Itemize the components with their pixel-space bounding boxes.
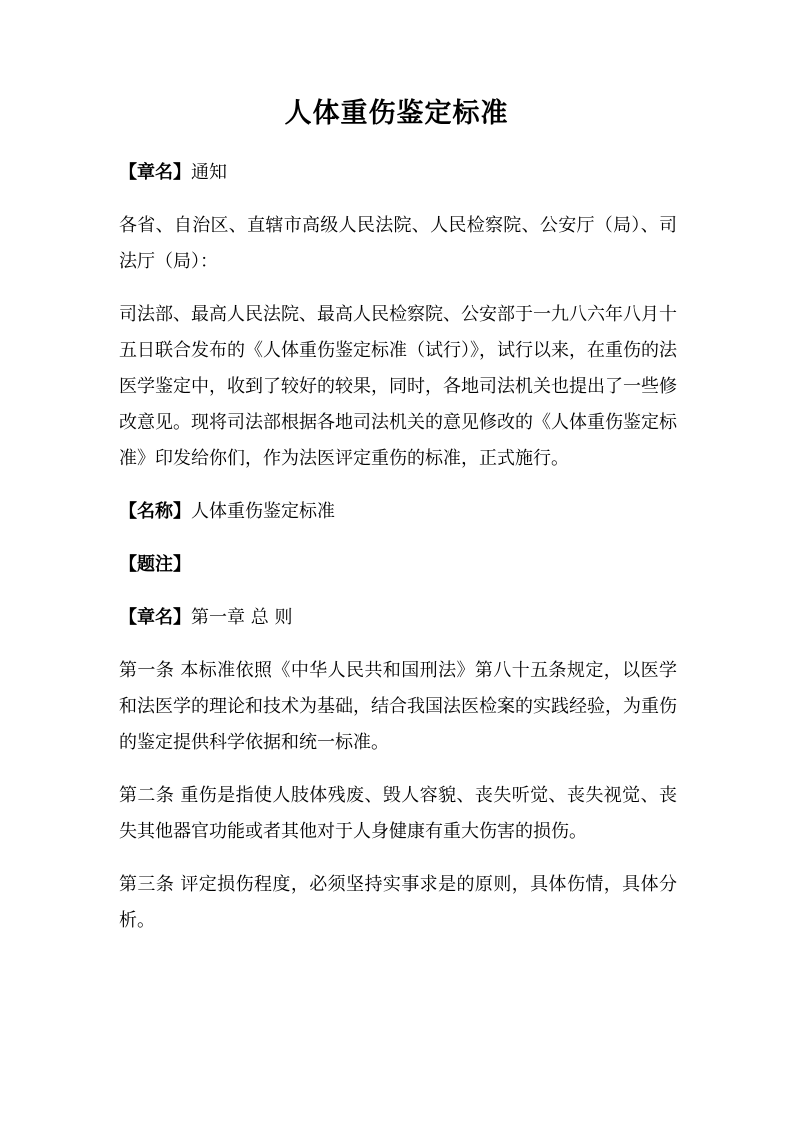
- paragraph-text: 第二条 重伤是指使人肢体残废、毁人容貌、丧失听觉、丧失视觉、丧失其他器官功能或者其他对于人身健康有重大伤害的损伤。: [119, 785, 677, 842]
- paragraph-notice-body: [119, 297, 677, 477]
- paragraph-text: 第一条 本标准依照《中华人民共和国刑法》第八十五条规定，以医学和法医学的理论和技术为基础，结合我国法医检案的实践经验，为重伤的鉴定提供科学依据和统一标准。: [119, 660, 677, 753]
- paragraph-chapter-one: [119, 600, 677, 636]
- paragraph-text: 人体重伤鉴定标准: [191, 501, 335, 522]
- paragraph-article-1: [119, 653, 677, 761]
- paragraph-text: 司法部、最高人民法院、最高人民检察院、公安部于一九八六年八月十五日联合发布的《人体重伤鉴定标准（试行）》，试行以来，在重伤的法医学鉴定中，收到了较好的较果，同时，各地司法机关也提出了一些修改意见。现将司法部根据各地司法机关的意见修改的《人体重伤鉴定标准》印发给你们，作为法医评定重伤的标准，正式施行。: [119, 304, 677, 469]
- paragraph-text: 各省、自治区、直辖市高级人民法院、人民检察院、公安厅（局）、司法厅（局）：: [119, 215, 677, 272]
- paragraph-chapter-notice: [119, 155, 677, 191]
- section-tag: 【章名】: [119, 607, 191, 628]
- paragraph-text: 第一章 总 则: [191, 607, 293, 628]
- paragraph-name: [119, 494, 677, 530]
- section-tag: 【章名】: [119, 162, 191, 183]
- document-title: 人体重伤鉴定标准: [284, 98, 509, 129]
- paragraph-text: 第三条 评定损伤程度，必须坚持实事求是的原则，具体伤情，具体分析。: [119, 874, 677, 931]
- paragraph-article-2: [119, 778, 677, 850]
- section-tag: 【名称】: [119, 501, 191, 522]
- paragraph-annotation: [119, 547, 677, 583]
- paragraph-recipients: [119, 208, 677, 280]
- section-tag: 【题注】: [119, 554, 191, 575]
- document-body: [119, 155, 677, 956]
- paragraph-text: 通知: [191, 162, 227, 183]
- paragraph-article-3: [119, 867, 677, 939]
